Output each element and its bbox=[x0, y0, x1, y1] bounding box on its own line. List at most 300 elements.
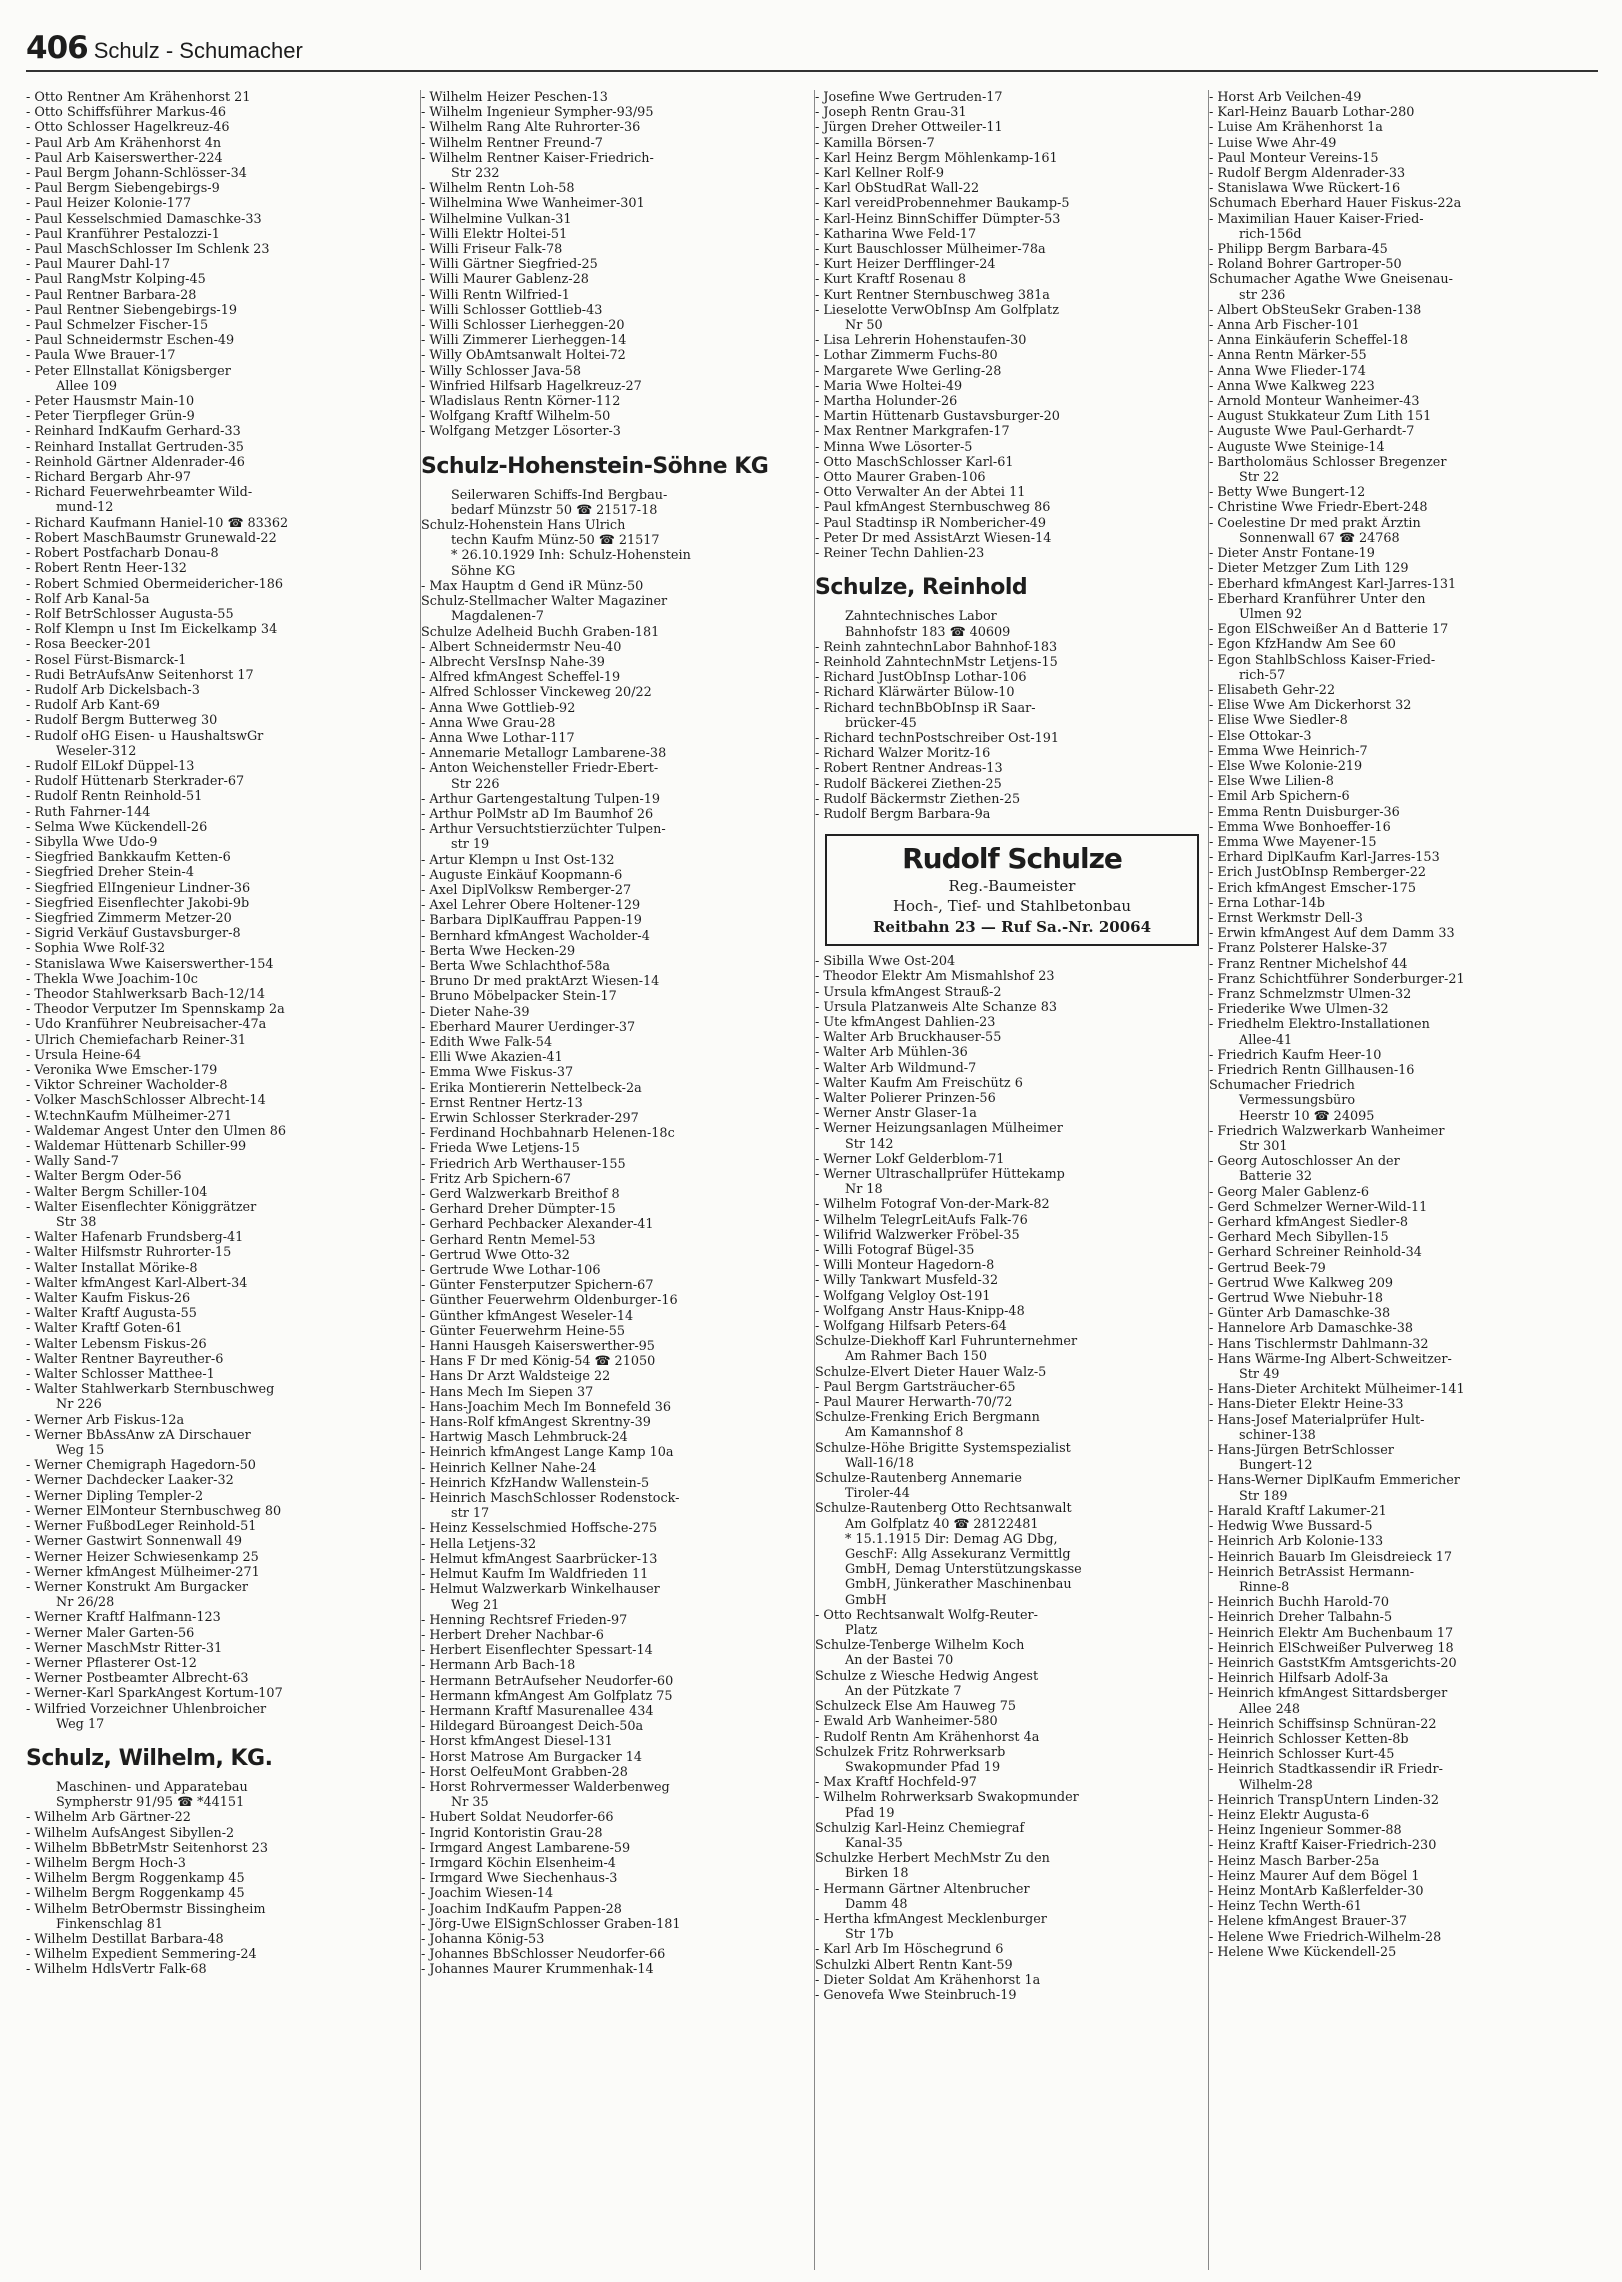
directory-entry: - Wilhelm Rohrwerksarb Swakopmunder bbox=[815, 1790, 1079, 1806]
directory-entry: - Willi Schlosser Gottlieb-43 bbox=[421, 302, 603, 318]
directory-entry: - Stanislawa Wwe Rückert-16 bbox=[1209, 181, 1401, 197]
directory-entry: - Sophia Wwe Rolf-32 bbox=[26, 941, 166, 957]
entry-continuation: Rinne-8 bbox=[1239, 1579, 1290, 1595]
directory-entry: - Paul RangMstr Kolping-45 bbox=[26, 272, 206, 288]
directory-entry: - Hedwig Wwe Bussard-5 bbox=[1209, 1519, 1373, 1535]
directory-entry: - Paula Wwe Brauer-17 bbox=[26, 348, 176, 364]
entry-continuation: Pfad 19 bbox=[845, 1805, 895, 1821]
directory-entry: - Rolf BetrSchlosser Augusta-55 bbox=[26, 606, 234, 622]
directory-entry: - Gerhard Pechbacker Alexander-41 bbox=[421, 1217, 654, 1233]
entry-continuation: str 236 bbox=[1239, 287, 1286, 303]
directory-entry: - Helene Wwe Kückendell-25 bbox=[1209, 1944, 1397, 1960]
directory-entry: - Anna Rentn Märker-55 bbox=[1209, 348, 1367, 364]
directory-entry: - Paul Arb Kaiserswerther-224 bbox=[26, 150, 223, 166]
directory-entry: - Egon StahlbSchloss Kaiser-Fried- bbox=[1209, 652, 1436, 668]
directory-entry: - Rudolf Bergm Barbara-9a bbox=[815, 806, 991, 822]
directory-entry: - Heinz Maurer Auf dem Bögel 1 bbox=[1209, 1868, 1420, 1884]
directory-entry: - Bernhard kfmAngest Wacholder-4 bbox=[421, 928, 650, 944]
directory-entry: - Heinrich Kellner Nahe-24 bbox=[421, 1460, 597, 1476]
directory-entry: - Rosel Fürst-Bismarck-1 bbox=[26, 652, 187, 668]
entry-continuation: Birken 18 bbox=[845, 1866, 909, 1882]
directory-entry: - Winfried Hilfsarb Hagelkreuz-27 bbox=[421, 378, 642, 394]
directory-entry: - Else Wwe Lilien-8 bbox=[1209, 774, 1334, 790]
directory-entry: - Richard technBbObInsp iR Saar- bbox=[815, 700, 1036, 716]
entry-continuation: rich-156d bbox=[1239, 226, 1302, 242]
directory-entry: - Rudolf Arb Dickelsbach-3 bbox=[26, 682, 200, 698]
directory-entry: - Otto Rentner Am Krähenhorst 21 bbox=[26, 90, 251, 105]
directory-entry: - Gertrud Wwe Otto-32 bbox=[421, 1247, 570, 1263]
entry-continuation: Nr 226 bbox=[56, 1397, 102, 1413]
directory-entry: - Rudolf oHG Eisen- u HaushaltswGr bbox=[26, 728, 264, 744]
directory-entry: - Hans Mech Im Siepen 37 bbox=[421, 1384, 594, 1400]
directory-entry: - Dieter Nahe-39 bbox=[421, 1004, 530, 1020]
directory-entry: - Alfred Schlosser Vinckeweg 20/22 bbox=[421, 685, 652, 701]
directory-entry: - Hannelore Arb Damaschke-38 bbox=[1209, 1321, 1413, 1337]
entry-continuation: str 17 bbox=[451, 1506, 490, 1522]
directory-entry: - Walter Rentner Bayreuther-6 bbox=[26, 1351, 224, 1367]
directory-entry: - Jörg-Uwe ElSignSchlosser Graben-181 bbox=[421, 1916, 681, 1932]
directory-entry: - Hartwig Masch Lehmbruck-24 bbox=[421, 1430, 628, 1446]
directory-entry: - Roland Bohrer Gartroper-50 bbox=[1209, 257, 1402, 273]
directory-entry: - Willi Zimmerer Lierheggen-14 bbox=[421, 333, 627, 349]
directory-entry: - Robert Schmied Obermeidericher-186 bbox=[26, 576, 284, 592]
directory-entry: - Werner Dachdecker Laaker-32 bbox=[26, 1473, 234, 1489]
directory-entry: - Heinrich Buchh Harold-70 bbox=[1209, 1595, 1390, 1611]
directory-entry: - Heinrich Bauarb Im Gleisdreieck 17 bbox=[1209, 1549, 1453, 1565]
directory-entry: - Thekla Wwe Joachim-10c bbox=[26, 971, 198, 987]
directory-entry: - Peter Tierpfleger Grün-9 bbox=[26, 409, 195, 425]
directory-entry: - Josefine Wwe Gertruden-17 bbox=[815, 90, 1003, 105]
directory-entry: - Ursula Heine-64 bbox=[26, 1047, 142, 1063]
directory-entry: - Bartholomäus Schlosser Bregenzer bbox=[1209, 454, 1447, 470]
entry-continuation: GmbH, Jünkerather Maschinenbau bbox=[845, 1577, 1072, 1593]
directory-entry: - Wilhelm HdlsVertr Falk-68 bbox=[26, 1962, 207, 1978]
directory-entry: - Ernst Werkmstr Dell-3 bbox=[1209, 910, 1363, 926]
directory-entry: - Theodor Stahlwerksarb Bach-12/14 bbox=[26, 986, 266, 1002]
directory-entry: - Hans F Dr med König-54 ☎ 21050 bbox=[421, 1354, 656, 1370]
entry-continuation: Str 17b bbox=[845, 1927, 894, 1943]
directory-entry: - Karl Arb Im Höschegrund 6 bbox=[815, 1942, 1004, 1958]
directory-entry: - Richard Kaufmann Haniel-10 ☎ 83362 bbox=[26, 515, 289, 531]
directory-entry: - Rolf Klempn u Inst Im Eickelkamp 34 bbox=[26, 622, 278, 638]
directory-entry: - Wilhelm Heizer Peschen-13 bbox=[421, 90, 608, 105]
entry-continuation: Wilhelm-28 bbox=[1239, 1777, 1313, 1793]
directory-entry: - Waldemar Hüttenarb Schiller-99 bbox=[26, 1139, 247, 1155]
directory-entry: - Werner Chemigraph Hagedorn-50 bbox=[26, 1458, 256, 1474]
directory-entry: - Heinrich kfmAngest Sittardsberger bbox=[1209, 1686, 1448, 1702]
directory-entry: - Gerhard Mech Sibyllen-15 bbox=[1209, 1230, 1389, 1246]
directory-entry: Schulze z Wiesche Hedwig Angest bbox=[815, 1668, 1039, 1684]
directory-entry: - Herbert Dreher Nachbar-6 bbox=[421, 1627, 604, 1643]
directory-entry: Schulze-Elvert Dieter Hauer Walz-5 bbox=[815, 1364, 1047, 1380]
directory-entry: - Wilhelm Rang Alte Ruhrorter-36 bbox=[421, 120, 641, 136]
directory-entry: - Günther kfmAngest Weseler-14 bbox=[421, 1308, 634, 1324]
directory-entry: - Irmgard Köchin Elsenheim-4 bbox=[421, 1855, 616, 1871]
directory-entry: - Horst Arb Veilchen-49 bbox=[1209, 90, 1362, 105]
directory-entry: - Karl-Heinz BinnSchiffer Dümpter-53 bbox=[815, 211, 1061, 227]
directory-entry: - Maria Wwe Holtei-49 bbox=[815, 378, 963, 394]
directory-entry: - Frieda Wwe Letjens-15 bbox=[421, 1141, 580, 1157]
directory-entry: - Werner Lokf Gelderblom-71 bbox=[815, 1151, 1005, 1167]
directory-entry: - Auguste Wwe Steinige-14 bbox=[1209, 439, 1385, 455]
directory-entry: - Heinrich Elektr Am Buchenbaum 17 bbox=[1209, 1625, 1454, 1641]
directory-entry: - Walter Kaufm Am Freischütz 6 bbox=[815, 1075, 1023, 1091]
directory-entry: - Hans Tischlermstr Dahlmann-32 bbox=[1209, 1336, 1429, 1352]
directory-entry: - Otto Schiffsführer Markus-46 bbox=[26, 105, 226, 121]
directory-entry: - Erhard DiplKaufm Karl-Jarres-153 bbox=[1209, 850, 1440, 866]
directory-entry: - Elise Wwe Siedler-8 bbox=[1209, 713, 1348, 729]
directory-entry: - Berta Wwe Schlachthof-58a bbox=[421, 958, 610, 974]
directory-entry: - Werner Konstrukt Am Burgacker bbox=[26, 1579, 249, 1595]
directory-entry: - Minna Wwe Lösorter-5 bbox=[815, 439, 973, 455]
directory-entry: - Heinrich Schlosser Kurt-45 bbox=[1209, 1747, 1395, 1763]
directory-entry: - Wilhelm TelegrLeitAufs Falk-76 bbox=[815, 1212, 1028, 1228]
directory-entry: - Wilhelm Destillat Barbara-48 bbox=[26, 1931, 224, 1947]
directory-entry: - Heinrich MaschSchlosser Rodenstock- bbox=[421, 1491, 680, 1507]
directory-entry: - Arthur PolMstr aD Im Baumhof 26 bbox=[421, 806, 654, 822]
directory-entry: - Egon KfzHandw Am See 60 bbox=[1209, 637, 1396, 653]
directory-entry: - Maximilian Hauer Kaiser-Fried- bbox=[1209, 211, 1424, 227]
directory-entry: - Irmgard Angest Lambarene-59 bbox=[421, 1840, 631, 1856]
directory-entry: - Wilhelm Expedient Semmering-24 bbox=[26, 1947, 257, 1963]
directory-entry: - Heinrich BetrAssist Hermann- bbox=[1209, 1564, 1415, 1580]
directory-entry: - Friedrich Arb Werthauser-155 bbox=[421, 1156, 626, 1172]
directory-entry: - Richard JustObInsp Lothar-106 bbox=[815, 670, 1027, 686]
directory-entry: - Fritz Arb Spichern-67 bbox=[421, 1171, 572, 1187]
directory-entry: - Walter Arb Mühlen-36 bbox=[815, 1045, 968, 1061]
directory-entry: - Wilhelmina Wwe Wanheimer-301 bbox=[421, 196, 645, 212]
entry-continuation: Sympherstr 91/95 ☎ *44151 bbox=[56, 1795, 245, 1811]
directory-entry: - Walter Hilfsmstr Ruhrorter-15 bbox=[26, 1245, 232, 1261]
directory-entry: - Reiner Techn Dahlien-23 bbox=[815, 546, 985, 562]
directory-entry: - Gerhard kfmAngest Siedler-8 bbox=[1209, 1215, 1409, 1231]
directory-entry: - Berta Wwe Hecken-29 bbox=[421, 943, 576, 959]
directory-entry: - Heinrich ElSchweißer Pulverweg 18 bbox=[1209, 1640, 1454, 1656]
directory-entry: - Wolfgang Velgloy Ost-191 bbox=[815, 1288, 991, 1304]
directory-entry: - Arnold Monteur Wanheimer-43 bbox=[1209, 394, 1420, 410]
directory-entry: - Albert Schneidermstr Neu-40 bbox=[421, 639, 622, 655]
directory-entry: - Udo Kranführer Neubreisacher-47a bbox=[26, 1017, 267, 1033]
directory-entry: - Hans Wärme-Ing Albert-Schweitzer- bbox=[1209, 1351, 1452, 1367]
directory-entry: - Volker MaschSchlosser Albrecht-14 bbox=[26, 1093, 266, 1109]
directory-entry: - Eberhard Kranführer Unter den bbox=[1209, 591, 1426, 607]
directory-entry: - Kamilla Börsen-7 bbox=[815, 135, 935, 151]
directory-entry: - Siegfried Eisenflechter Jakobi-9b bbox=[26, 895, 250, 911]
directory-entry: - Paul Monteur Vereins-15 bbox=[1209, 150, 1379, 166]
directory-entry: - Helene kfmAngest Brauer-37 bbox=[1209, 1914, 1408, 1930]
directory-entry: - Werner-Karl SparkAngest Kortum-107 bbox=[26, 1686, 283, 1702]
entry-continuation: Söhne KG bbox=[451, 563, 516, 579]
directory-entry: - Anna Wwe Kalkweg 223 bbox=[1209, 378, 1375, 394]
entry-continuation: Weg 15 bbox=[56, 1443, 105, 1459]
directory-entry: - Paul Bergm Gartsträucher-65 bbox=[815, 1379, 1016, 1395]
directory-entry: - Hermann Kraftf Masurenallee 434 bbox=[421, 1703, 654, 1719]
directory-entry: - Emil Arb Spichern-6 bbox=[1209, 789, 1350, 805]
directory-entry: - Theodor Elektr Am Mismahlshof 23 bbox=[815, 969, 1055, 985]
entry-continuation: GmbH, Demag Unterstützungskasse bbox=[845, 1562, 1082, 1578]
page-title: Schulz - Schumacher bbox=[93, 38, 303, 63]
directory-entry: - Ingrid Kontoristin Grau-28 bbox=[421, 1825, 603, 1841]
directory-entry: - Heinrich Hilfsarb Adolf-3a bbox=[1209, 1671, 1389, 1687]
directory-entry: - Wilifrid Walzwerker Fröbel-35 bbox=[815, 1227, 1020, 1243]
directory-entry: - Luise Am Krähenhorst 1a bbox=[1209, 120, 1383, 136]
directory-entry: - Luise Wwe Ahr-49 bbox=[1209, 135, 1337, 151]
directory-entry: Schulze-Frenking Erich Bergmann bbox=[815, 1410, 1040, 1426]
directory-entry: - Elisabeth Gehr-22 bbox=[1209, 682, 1336, 698]
directory-entry: - Paul MaschSchlosser Im Schlenk 23 bbox=[26, 242, 270, 258]
directory-entry: Schulze-Diekhoff Karl Fuhrunternehmer bbox=[815, 1334, 1078, 1350]
directory-entry: - Joachim IndKaufm Pappen-28 bbox=[421, 1901, 622, 1917]
directory-entry: - Willi Maurer Gablenz-28 bbox=[421, 272, 589, 288]
directory-entry: - Heinrich Arb Kolonie-133 bbox=[1209, 1534, 1384, 1550]
directory-entry: - Gerhard Dreher Dümpter-15 bbox=[421, 1202, 616, 1218]
directory-entry: - Walter Kraftf Augusta-55 bbox=[26, 1306, 197, 1322]
directory-entry: - Rudolf Arb Kant-69 bbox=[26, 698, 160, 714]
directory-entry: - Ursula kfmAngest Strauß-2 bbox=[815, 984, 1002, 1000]
entry-continuation: * 26.10.1929 Inh: Schulz-Hohenstein bbox=[451, 548, 691, 564]
directory-entry: - Eberhard kfmAngest Karl-Jarres-131 bbox=[1209, 576, 1457, 592]
directory-entry: - Veronika Wwe Emscher-179 bbox=[26, 1063, 218, 1078]
directory-entry: - Stanislawa Wwe Kaiserswerther-154 bbox=[26, 956, 274, 972]
directory-entry: Schulzek Fritz Rohrwerksarb bbox=[815, 1744, 1006, 1760]
directory-entry: - Willy Schlosser Java-58 bbox=[421, 363, 581, 379]
directory-entry: - Heinz Techn Werth-61 bbox=[1209, 1899, 1362, 1915]
entry-continuation: Batterie 32 bbox=[1239, 1169, 1313, 1185]
directory-entry: Schulze Adelheid Buchh Graben-181 bbox=[421, 624, 660, 640]
directory-entry: - Martha Holunder-26 bbox=[815, 394, 958, 410]
directory-entry: - Axel DiplVolksw Remberger-27 bbox=[421, 882, 632, 898]
entry-continuation: Maschinen- und Apparatebau bbox=[56, 1779, 248, 1795]
directory-entry: - Willi Rentn Wilfried-1 bbox=[421, 287, 570, 303]
directory-entry: - Erich kfmAngest Emscher-175 bbox=[1209, 880, 1416, 896]
directory-entry: - Irmgard Wwe Siechenhaus-3 bbox=[421, 1871, 618, 1887]
directory-entry: - Lothar Zimmerm Fuchs-80 bbox=[815, 348, 998, 364]
directory-entry: - Werner Dipling Templer-2 bbox=[26, 1488, 204, 1504]
entry-continuation: Vermessungsbüro bbox=[1239, 1093, 1356, 1109]
entry-continuation: Nr 50 bbox=[845, 318, 883, 334]
directory-entry: - Hans-Jürgen BetrSchlosser bbox=[1209, 1443, 1394, 1459]
entry-continuation: Str 301 bbox=[1239, 1139, 1288, 1155]
entry-continuation: GeschF: Allg Assekuranz Vermittlg bbox=[845, 1547, 1071, 1563]
directory-entry: - Kurt Rentner Sternbuschweg 381a bbox=[815, 287, 1050, 303]
directory-entry: - Karl Heinz Bergm Möhlenkamp-161 bbox=[815, 150, 1058, 166]
directory-entry: - Heinz Kraftf Kaiser-Friedrich-230 bbox=[1209, 1838, 1437, 1854]
directory-entry: - Siegfried ElIngenieur Lindner-36 bbox=[26, 880, 251, 896]
entry-continuation: Swakopmunder Pfad 19 bbox=[845, 1759, 1001, 1775]
directory-entry: - Walter Bergm Schiller-104 bbox=[26, 1184, 208, 1200]
directory-entry: - Joachim Wiesen-14 bbox=[421, 1886, 554, 1902]
directory-entry: - Werner Ultraschallprüfer Hüttekamp bbox=[815, 1166, 1065, 1182]
directory-entry: - Wladislaus Rentn Körner-112 bbox=[421, 394, 621, 410]
directory-entry: - Willi Friseur Falk-78 bbox=[421, 242, 563, 258]
directory-entry: - Albert ObSteuSekr Graben-138 bbox=[1209, 302, 1422, 318]
directory-entry: - Erika Montiererin Nettelbeck-2a bbox=[421, 1080, 642, 1096]
directory-entry: - Karl Kellner Rolf-9 bbox=[815, 166, 945, 182]
ad-name: Rudolf Schulze bbox=[902, 842, 1122, 876]
entry-continuation: Tiroler-44 bbox=[845, 1486, 910, 1502]
directory-entry: - Rudolf Bäckermstr Ziethen-25 bbox=[815, 791, 1021, 807]
directory-entry: - Gerd Schmelzer Werner-Wild-11 bbox=[1209, 1199, 1428, 1215]
directory-entry: - Martin Hüttenarb Gustavsburger-20 bbox=[815, 409, 1060, 425]
directory-entry: - Wilhelm Rentner Kaiser-Friedrich- bbox=[421, 150, 654, 166]
directory-entry: - Lieselotte VerwObInsp Am Golfplatz bbox=[815, 302, 1059, 318]
directory-entry: - Harald Kraftf Lakumer-21 bbox=[1209, 1503, 1387, 1519]
directory-entry: - Werner Arb Fiskus-12a bbox=[26, 1412, 185, 1428]
directory-entry: Schumacher Agathe Wwe Gneisenau- bbox=[1209, 272, 1453, 288]
directory-entry: - Dieter Metzger Zum Lith 129 bbox=[1209, 561, 1409, 577]
directory-entry: - Georg Autoschlosser An der bbox=[1209, 1154, 1400, 1170]
entry-continuation: Bungert-12 bbox=[1239, 1458, 1313, 1474]
directory-entry: - Auguste Einkäuf Koopmann-6 bbox=[421, 867, 623, 883]
entry-continuation: Str 226 bbox=[451, 776, 500, 792]
entry-continuation: An der Bastei 70 bbox=[845, 1653, 954, 1669]
directory-entry: - Otto Maurer Graben-106 bbox=[815, 470, 986, 486]
directory-entry: Schumacher Friedrich bbox=[1209, 1078, 1355, 1094]
directory-entry: - Günter Feuerwehrm Heine-55 bbox=[421, 1323, 626, 1339]
directory-entry: - Willi Schlosser Lierheggen-20 bbox=[421, 318, 625, 334]
directory-entry: - Otto Rechtsanwalt Wolfg-Reuter- bbox=[815, 1607, 1038, 1623]
directory-entry: - Walter Eisenflechter Königgrätzer bbox=[26, 1199, 257, 1215]
directory-entry: - Wilhelmine Vulkan-31 bbox=[421, 211, 572, 227]
directory-entry: - Wilhelm Rentner Freund-7 bbox=[421, 135, 603, 151]
directory-entry: - Dieter Soldat Am Krähenhorst 1a bbox=[815, 1972, 1041, 1988]
directory-entry: - Reinhold Gärtner Aldenrader-46 bbox=[26, 454, 245, 470]
directory-entry: - Willi Gärtner Siegfried-25 bbox=[421, 257, 598, 273]
directory-entry: - Else Ottokar-3 bbox=[1209, 728, 1312, 744]
directory-entry: - Paul Maurer Dahl-17 bbox=[26, 257, 171, 273]
directory-entry: - Erwin Schlosser Sterkrader-297 bbox=[421, 1111, 639, 1126]
directory-entry: - Edith Wwe Falk-54 bbox=[421, 1034, 553, 1050]
entry-continuation: Heerstr 10 ☎ 24095 bbox=[1239, 1108, 1375, 1124]
directory-entry: - Gerhard Rentn Memel-53 bbox=[421, 1232, 596, 1248]
entry-continuation: Am Golfplatz 40 ☎ 28122481 bbox=[845, 1516, 1039, 1532]
directory-entry: - Katharina Wwe Feld-17 bbox=[815, 226, 977, 242]
directory-entry: - Siegfried Bankkaufm Ketten-6 bbox=[26, 850, 231, 866]
directory-entry: - Reinh zahntechnLabor Bahnhof-183 bbox=[815, 639, 1058, 655]
directory-entry: - Heinrich GaststKfm Amtsgerichts-20 bbox=[1209, 1655, 1457, 1671]
directory-entry: Schulze-Rautenberg Annemarie bbox=[815, 1471, 1022, 1487]
directory-entry: - Hans Dr Arzt Waldsteige 22 bbox=[421, 1369, 611, 1385]
entry-continuation: Allee 109 bbox=[56, 378, 118, 394]
directory-entry: - Ruth Fahrner-144 bbox=[26, 804, 151, 820]
directory-entry: - Heinrich Dreher Talbahn-5 bbox=[1209, 1610, 1393, 1626]
directory-entry: - Rolf Arb Kanal-5a bbox=[26, 591, 150, 607]
directory-entry: - Barbara DiplKauffrau Pappen-19 bbox=[421, 913, 642, 929]
entry-continuation: str 19 bbox=[451, 837, 490, 853]
directory-entry: - Sibylla Wwe Udo-9 bbox=[26, 834, 158, 850]
column-1 bbox=[26, 90, 418, 2270]
directory-entry: - Horst OelfeuMont Grabben-28 bbox=[421, 1764, 628, 1780]
entry-continuation: Nr 35 bbox=[451, 1795, 489, 1811]
entry-continuation: Zahntechnisches Labor bbox=[845, 609, 997, 625]
directory-entry: - Werner FußbodLeger Reinhold-51 bbox=[26, 1519, 257, 1535]
directory-entry: - Walter Arb Wildmund-7 bbox=[815, 1060, 977, 1076]
directory-entry: - Arthur Gartengestaltung Tulpen-19 bbox=[421, 791, 661, 807]
page-number: 406 bbox=[26, 30, 88, 66]
directory-entry: - Reinhold ZahntechnMstr Letjens-15 bbox=[815, 654, 1058, 670]
directory-entry: - Werner BbAssAnw zA Dirschauer bbox=[26, 1427, 251, 1443]
directory-entry: - Walter Bergm Oder-56 bbox=[26, 1169, 182, 1185]
directory-entry: - Wilhelm Arb Gärtner-22 bbox=[26, 1810, 191, 1826]
directory-entry: - Reinhard Installat Gertruden-35 bbox=[26, 439, 244, 455]
directory-entry: - Paul Bergm Johann-Schlösser-34 bbox=[26, 166, 247, 182]
section-heading: Schulze, Reinhold bbox=[815, 575, 1028, 601]
directory-entry: - Anna Arb Fischer-101 bbox=[1209, 318, 1360, 334]
directory-entry: - Kurt Kraftf Rosenau 8 bbox=[815, 272, 967, 288]
directory-entry: - Rudolf ElLokf Düppel-13 bbox=[26, 758, 195, 774]
directory-entry: - Wilhelm BbBetrMstr Seitenhorst 23 bbox=[26, 1840, 268, 1856]
entry-continuation: Str 189 bbox=[1239, 1488, 1288, 1504]
directory-entry: - Hans-Joachim Mech Im Bonnefeld 36 bbox=[421, 1399, 672, 1415]
entry-continuation: Platz bbox=[845, 1623, 878, 1639]
directory-entry: - Walter Stahlwerkarb Sternbuschweg bbox=[26, 1382, 275, 1398]
directory-entry: - Betty Wwe Bungert-12 bbox=[1209, 485, 1366, 501]
directory-entry: - Robert MaschBaumstr Grunewald-22 bbox=[26, 530, 277, 546]
directory-entry: - Ursula Platzanweis Alte Schanze 83 bbox=[815, 999, 1058, 1015]
directory-entry: - Ferdinand Hochbahnarb Helenen-18c bbox=[421, 1126, 675, 1142]
directory-entry: Schulzig Karl-Heinz Chemiegraf bbox=[815, 1820, 1025, 1836]
directory-entry: - Sibilla Wwe Ost-204 bbox=[815, 954, 956, 970]
directory-entry: - Anna Wwe Gottlieb-92 bbox=[421, 700, 576, 716]
directory-entry: Schulzki Albert Rentn Kant-59 bbox=[815, 1957, 1013, 1973]
directory-entry: - Arthur Versuchtstierzüchter Tulpen- bbox=[421, 822, 666, 838]
directory-entry: - Franz Rentner Michelshof 44 bbox=[1209, 956, 1408, 972]
entry-continuation: brücker-45 bbox=[845, 715, 917, 731]
directory-entry: - Wilhelm Fotograf Von-der-Mark-82 bbox=[815, 1197, 1050, 1213]
directory-entry: - Friedrich Walzwerkarb Wanheimer bbox=[1209, 1123, 1445, 1139]
directory-entry: - Walter kfmAngest Karl-Albert-34 bbox=[26, 1275, 248, 1291]
directory-entry: - Peter Ellnstallat Königsberger bbox=[26, 363, 231, 379]
directory-entry: - Walter Hafenarb Frundsberg-41 bbox=[26, 1230, 244, 1246]
column-2 bbox=[420, 90, 813, 2270]
directory-entry: - Wilhelm Rentn Loh-58 bbox=[421, 181, 575, 197]
directory-entry: - Heinrich Stadtkassendir iR Friedr- bbox=[1209, 1762, 1443, 1778]
directory-entry: - Waldemar Angest Unter den Ulmen 86 bbox=[26, 1123, 287, 1139]
directory-entry: - Hanni Hausgeh Kaiserswerther-95 bbox=[421, 1339, 655, 1355]
directory-entry: - Richard Feuerwehrbeamter Wild- bbox=[26, 485, 253, 501]
entry-continuation: Magdalenen-7 bbox=[451, 609, 544, 625]
directory-entry: - Coelestine Dr med prakt Ärztin bbox=[1209, 515, 1421, 531]
ad-line: Hoch-, Tief- und Stahlbetonbau bbox=[892, 897, 1132, 916]
directory-entry: - Wolfgang Kraftf Wilhelm-50 bbox=[421, 409, 611, 425]
directory-entry: Schulze-Höhe Brigitte Systemspezialist bbox=[815, 1440, 1071, 1456]
directory-entry: - Anna Wwe Flieder-174 bbox=[1209, 363, 1366, 379]
directory-entry: - Willy ObAmtsanwalt Holtei-72 bbox=[421, 348, 626, 364]
directory-entry: - Paul Stadtinsp iR Nombericher-49 bbox=[815, 515, 1047, 531]
directory-entry: - Selma Wwe Kückendell-26 bbox=[26, 819, 208, 835]
directory-entry: - Richard Walzer Moritz-16 bbox=[815, 746, 991, 762]
directory-entry: - Richard Klärwärter Bülow-10 bbox=[815, 685, 1015, 701]
directory-entry: - Franz Polsterer Halske-37 bbox=[1209, 941, 1388, 957]
directory-entry: - Wilhelm BetrObermstr Bissingheim bbox=[26, 1901, 266, 1917]
directory-entry: - Else Wwe Kolonie-219 bbox=[1209, 758, 1363, 774]
directory-entry: - Heinz Masch Barber-25a bbox=[1209, 1853, 1380, 1869]
entry-continuation: bedarf Münzstr 50 ☎ 21517-18 bbox=[451, 502, 658, 518]
directory-entry: - Hertha kfmAngest Mecklenburger bbox=[815, 1911, 1047, 1927]
directory-entry: - Viktor Schreiner Wacholder-8 bbox=[26, 1078, 228, 1094]
directory-entry: - Emma Wwe Heinrich-7 bbox=[1209, 743, 1368, 759]
directory-entry: - Gerd Walzwerkarb Breithof 8 bbox=[421, 1187, 620, 1203]
column-3 bbox=[814, 90, 1207, 2270]
directory-entry: - Erwin kfmAngest Auf dem Damm 33 bbox=[1209, 926, 1455, 942]
directory-entry: - Walter Lebensm Fiskus-26 bbox=[26, 1336, 207, 1352]
directory-entry: - Emma Rentn Duisburger-36 bbox=[1209, 804, 1400, 820]
directory-entry: - Horst Rohrvermesser Walderbenweg bbox=[421, 1779, 670, 1795]
directory-entry: - Jürgen Dreher Ottweiler-11 bbox=[815, 120, 1003, 136]
directory-entry: - Gerhard Schreiner Reinhold-34 bbox=[1209, 1245, 1422, 1261]
entry-continuation: Sonnenwall 67 ☎ 24768 bbox=[1239, 530, 1400, 546]
directory-entry: - Wally Sand-7 bbox=[26, 1154, 119, 1170]
